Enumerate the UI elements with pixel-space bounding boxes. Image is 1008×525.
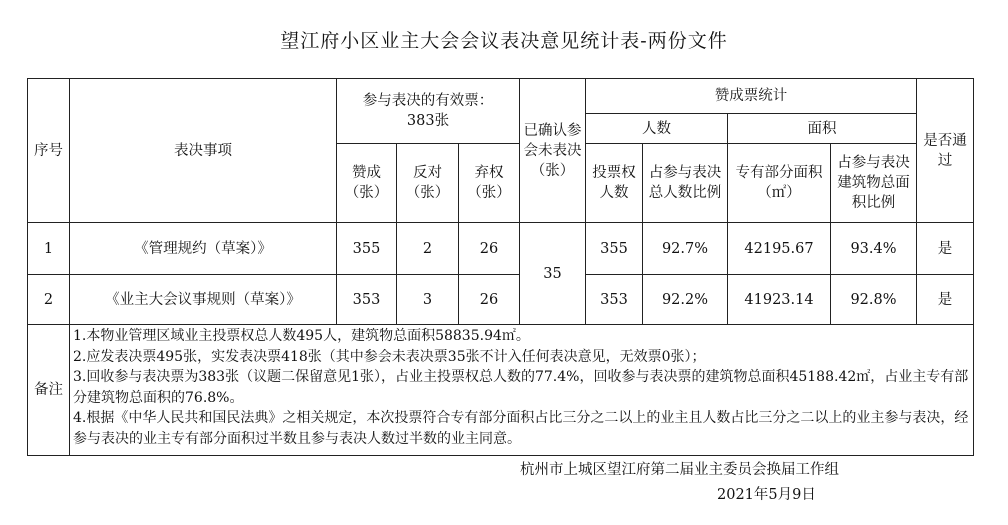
row-area: 41923.14 — [728, 275, 831, 325]
header-confirmed-absent: 已确认参会未表决（张） — [520, 79, 586, 223]
header-seq: 序号 — [28, 79, 70, 223]
row-item: 《业主大会议事规则（草案）》 — [70, 275, 337, 325]
header-agree: 赞成（张） — [337, 144, 397, 223]
header-yes-stats: 赞成票统计 — [586, 79, 917, 114]
row-abstain: 26 — [459, 275, 520, 325]
row-voters: 353 — [586, 275, 643, 325]
footer-organization: 杭州市上城区望江府第二届业主委员会换届工作组 — [520, 462, 839, 478]
notes-label: 备注 — [28, 325, 70, 456]
note-item: 2.应发表决票495张，实发表决票418张（其中参会未表决票35张不计入任何表决意见，无效票0张）； — [73, 348, 706, 365]
vote-statistics-table — [27, 78, 974, 456]
row-oppose: 2 — [397, 223, 459, 275]
row-area-ratio: 92.8% — [831, 275, 917, 325]
page-title: 望江府小区业主大会会议表决意见统计表-两份文件 — [280, 30, 728, 52]
row-item: 《管理规约（草案）》 — [70, 223, 337, 275]
header-abstain: 弃权（张） — [459, 144, 520, 223]
row-people-ratio: 92.7% — [643, 223, 728, 275]
header-passed: 是否通过 — [917, 79, 974, 223]
row-voters: 355 — [586, 223, 643, 275]
header-item: 表决事项 — [70, 79, 337, 223]
header-oppose: 反对（张） — [397, 144, 459, 223]
note-item: 3.回收参与表决票为383张（议题二保留意见1张），占业主投票权总人数的77.4%，回收参与表决票的建筑物总面积45188.42㎡，占业主专有部分建筑物总面积的76.8%。 — [73, 369, 969, 406]
row-abstain: 26 — [459, 223, 520, 275]
row-area-ratio: 93.4% — [831, 223, 917, 275]
row-area: 42195.67 — [728, 223, 831, 275]
row-seq: 1 — [28, 223, 70, 275]
table-row — [28, 223, 974, 275]
header-people: 人数 — [586, 114, 728, 144]
notes-body — [70, 325, 974, 456]
row-people-ratio: 92.2% — [643, 275, 728, 325]
header-private-area: 专有部分面积（㎡） — [728, 144, 831, 223]
header-people-ratio: 占参与表决总人数比例 — [643, 144, 728, 223]
header-valid-votes — [337, 79, 520, 144]
footer-date: 2021年5月9日 — [717, 487, 816, 503]
row-passed: 是 — [917, 223, 974, 275]
header-valid-votes-count: 383张 — [406, 113, 450, 129]
row-oppose: 3 — [397, 275, 459, 325]
row-agree: 353 — [337, 275, 397, 325]
table-row — [28, 275, 974, 325]
note-item: 1.本物业管理区域业主投票权总人数495人，建筑物总面积58835.94㎡。 — [73, 328, 530, 344]
header-area: 面积 — [728, 114, 917, 144]
header-valid-votes-label: 参与表决的有效票： — [362, 93, 494, 109]
header-voter-count: 投票权人数 — [586, 144, 643, 223]
confirmed-absent-value: 35 — [520, 223, 586, 325]
row-seq: 2 — [28, 275, 70, 325]
row-passed: 是 — [917, 275, 974, 325]
row-agree: 355 — [337, 223, 397, 275]
note-item: 4.根据《中华人民共和国民法典》之相关规定，本次投票符合专有部分面积占比三分之二以上的业主且人数占比三分之二以上的业主参与表决，经参与表决的业主专有部分面积过半数且参与表决人数过半数的业主同意。 — [73, 410, 969, 447]
header-area-ratio: 占参与表决建筑物总面积比例 — [831, 144, 917, 223]
